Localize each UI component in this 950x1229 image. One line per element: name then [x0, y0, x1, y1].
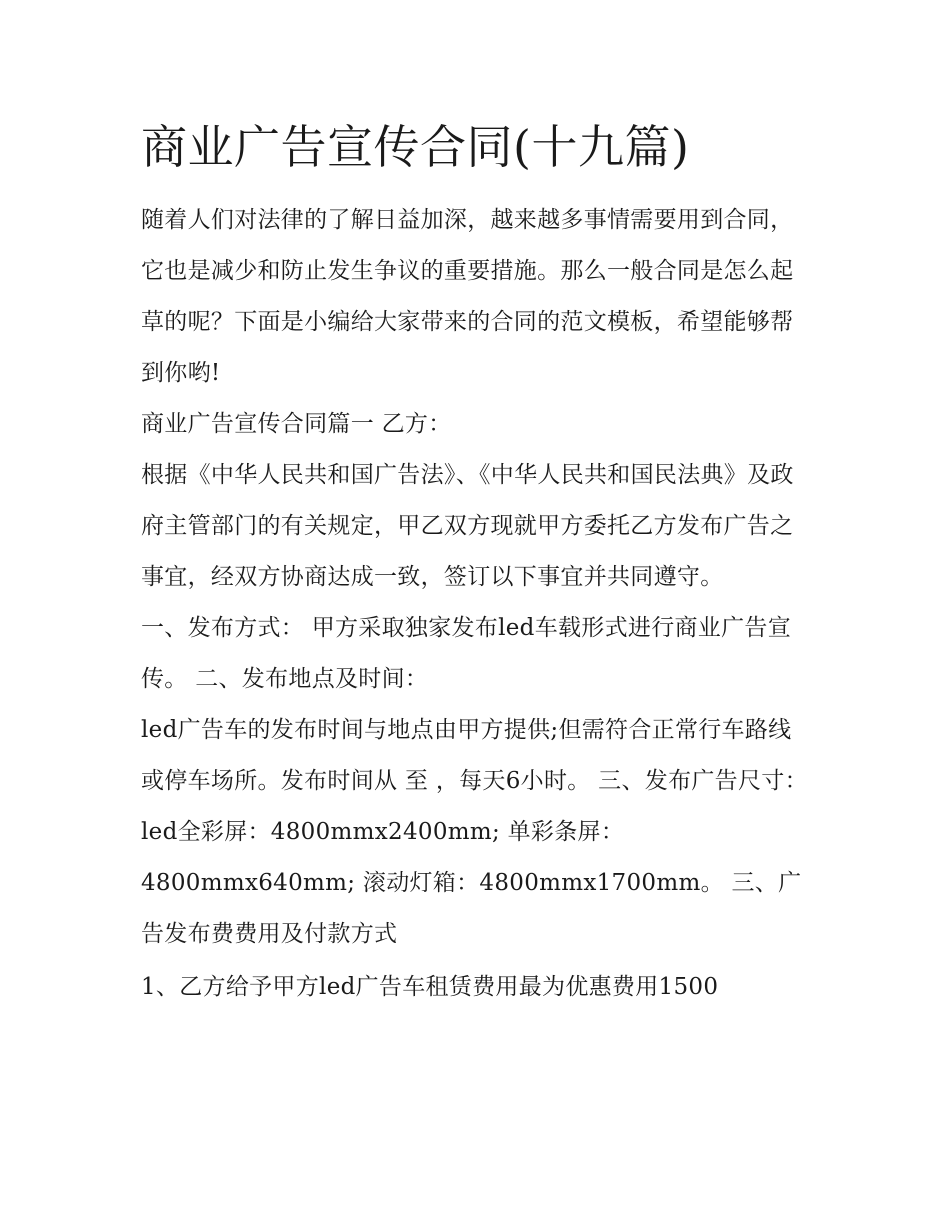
publish-time-paragraph: led广告车的发布时间与地点由甲方提供;但需符合正常行车路线或停车场所。发布时间从 至 ，每天6小时。 三、发布广告尺寸： [141, 717, 808, 794]
document-body [141, 112, 811, 1013]
intro-paragraph: 随着人们对法律的了解日益加深，越来越多事情需要用到合同，它也是减少和防止发生争议的重要措施。那么一般合同是怎么起草的呢？下面是小编给大家带来的合同的范文模板，希望能够帮到你哟! [141, 207, 794, 386]
section-heading: 商业广告宣传合同篇一 乙方： [141, 411, 452, 437]
legal-basis-paragraph: 根据《中华人民共和国广告法》、《中华人民共和国民法典》及政府主管部门的有关规定，甲乙双方现就甲方委托乙方发布广告之事宜，经双方协商达成一致，签订以下事宜并共同遵守。 [141, 462, 794, 590]
publish-method-paragraph: 一、发布方式： 甲方采取独家发布led车载形式进行商业广告宣传。 二、发布地点及时间： [141, 615, 792, 692]
fee-paragraph: 1、乙方给予甲方led广告车租赁费用最为优惠费用1500 [141, 974, 719, 1000]
document-title: 商业广告宣传合同(十九篇) [141, 120, 690, 174]
ad-size-paragraph: led全彩屏：4800mmx2400mm; 单彩条屏：4800mmx640mm; 滚动灯箱：4800mmx1700mm。 三、广告发布费费用及付款方式 [141, 819, 802, 947]
